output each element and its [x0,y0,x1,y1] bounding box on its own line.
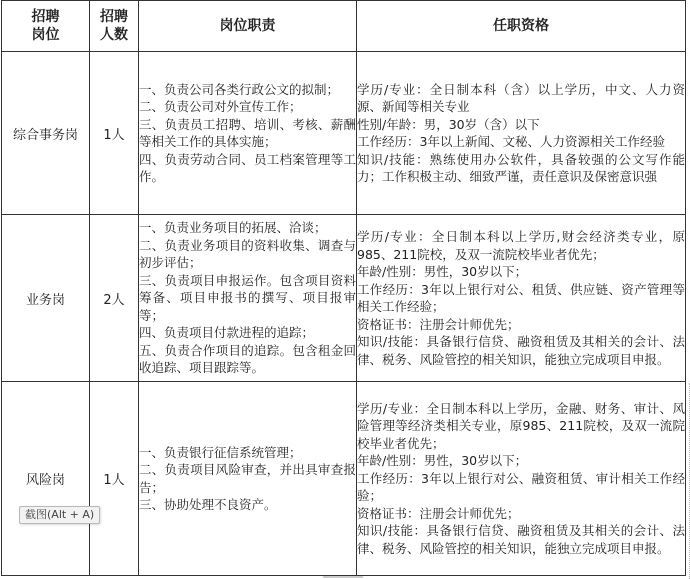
table-header-row [2,1,686,52]
count-cell: 2人 [90,215,139,382]
duty-item: 二、负责公司对外宣传工作； [139,99,302,114]
header-duty: 岗位职责 [139,1,357,52]
duty-item: 五、负责合作项目的追踪。包含租金回收追踪、项目跟踪等。 [139,342,356,376]
duty-item: 二、负责业务项目的资料收集、调查与初步评估； [139,237,356,271]
duty-item: 四、负责劳动合同、员工档案管理等工作。 [139,151,356,184]
qualification-item: 学历/专业：全日制本科以上学历,财会经济类专业，原985、211院校，及双一流院校毕业者优先； [357,229,685,262]
qualification-item: 资格证书：注册会计师优先； [357,505,520,521]
duty-item: 一、负责业务项目的拓展、洽谈； [139,220,327,236]
duty-item: 一、负责公司各类行政公文的拟制； [139,81,340,97]
header-qualification: 任职资格 [357,1,686,52]
table-row [2,215,686,382]
duty-item: 一、负责银行征信系统管理； [139,444,302,460]
duty-cell [139,382,357,576]
table-row [2,52,686,215]
scroll-indicator [323,576,363,578]
qualification-item: 学历/专业：全日制本科（含）以上学历，中文、人力资源、新闻等相关专业 [357,81,685,114]
qualification-item: 年龄/性别：男性，30岁以下； [357,453,528,469]
count-cell: 1人 [90,382,139,576]
position-cell: 风险岗 [2,382,90,576]
qualification-item: 学历/专业：全日制本科以上学历，金融、财务、审计、风险管理等经济类相关专业，原985、211院校，及双一流院校毕业者优先； [357,400,685,451]
duty-item: 三、负责员工招聘、培训、考核、薪酬等相关工作的具体实施； [139,116,356,149]
qualification-item: 工作经历：3年以上新闻、文秘、人力资源相关工作经验 [357,134,665,149]
duty-item: 三、负责项目申报运作。包含项目资料筹备、项目申报书的撰写、项目报审等； [139,272,356,323]
qualification-item: 性别/年龄：男，30岁（含）以下 [357,116,540,132]
qualification-item: 知识/技能：具备银行信贷、融资租赁及其相关的会计、法律、税务、风险管控的相关知识，能独立完成项目申报。 [357,334,685,367]
qualification-item: 工作经历：3年以上银行对公、融资租赁、审计相关工作经验； [357,470,685,504]
qualification-cell [357,215,686,382]
duty-item: 二、负责项目风险审查，并出具审查报告； [139,462,356,495]
header-position: 招聘 岗位 [2,1,90,52]
table-row [2,382,686,576]
qualification-cell [357,52,686,215]
duty-cell [139,215,357,382]
duty-cell [139,52,357,215]
qualification-item: 知识/技能：熟练使用办公软件，具备较强的公文写作能力；工作积极主动、细致严谨，责任意识及保密意识强 [357,151,685,184]
duty-item: 四、负责项目付款进程的追踪； [139,325,315,341]
qualification-item: 工作经历：3年以上银行对公、租赁、供应链、资产管理等相关工作经验； [357,281,685,314]
count-cell: 1人 [90,52,139,215]
qualification-item: 知识/技能：具备银行信贷、融资租赁及其相关的会计、法律、税务、风险管控的相关知识，能独立完成项目申报。 [357,523,685,556]
position-cell: 综合事务岗 [2,52,90,215]
position-cell: 业务岗 [2,215,90,382]
qualification-item: 资格证书：注册会计师优先； [357,316,520,332]
qualification-item: 年龄/性别：男性，30岁以下； [357,264,528,279]
qualification-cell [357,382,686,576]
duty-item: 三、协助处理不良资产。 [139,497,277,512]
header-count: 招聘 人数 [90,1,139,52]
screenshot-tooltip: 截图(Alt + A) [19,506,100,524]
recruitment-table [1,0,686,576]
